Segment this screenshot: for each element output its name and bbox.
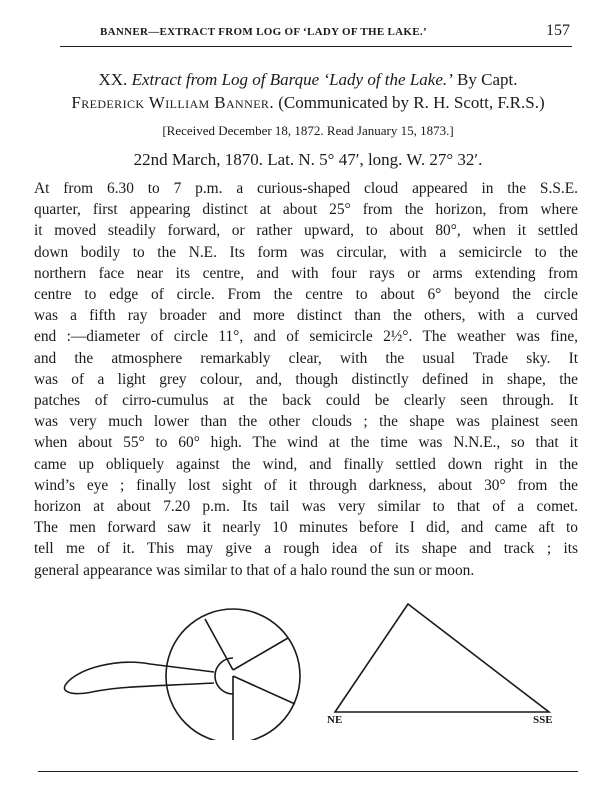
date-position-line: 22nd March, 1870. Lat. N. 5° 47′, long. W. 27° 32′. xyxy=(133,150,483,169)
cloud-diagram xyxy=(64,609,300,740)
page-number: 157 xyxy=(546,22,570,39)
label-ne: NE xyxy=(327,714,343,726)
body-line: when about 55° to 60° high. The wind at the time was N.N.E., so that it xyxy=(34,434,578,452)
body-line: and the atmosphere remarkably clear, with the usual Trade sky. It xyxy=(34,349,578,367)
body-line: was a fifth ray broader and more distinct than the others, with a curved xyxy=(34,307,578,325)
body-line: general appearance was similar to that of a halo round the sun or moon. xyxy=(34,561,475,579)
header-rule xyxy=(60,46,572,47)
body-line: northern face near its centre, and with four rays or arms extending from xyxy=(34,264,578,282)
cloud-ray-3 xyxy=(233,676,295,704)
body-line: wind’s eye ; finally lost sight of it through darkness, about 30° from the xyxy=(34,476,578,494)
figure-drawing xyxy=(0,590,614,740)
body-line: quarter, first appearing distinct at about 25° from the horizon, from where xyxy=(34,201,578,219)
cloud-sketch-figure xyxy=(0,590,614,740)
body-line: horizon at about 7.20 p.m. Its tail was very similar to that of a comet. xyxy=(34,498,578,516)
body-line: end :—diameter of circle 11°, and of semicircle 2½°. The weather was fine, xyxy=(34,328,578,346)
body-line: was of a light grey colour, and, though distinctly defined in shape, the xyxy=(34,370,578,388)
label-sse: SSE xyxy=(533,714,553,726)
body-line: was very much lower than the other clouds ; the shape was plainest seen xyxy=(34,413,578,431)
author-name: Frederick William Banner. xyxy=(71,93,274,112)
communicated-by: (Communicated by R. H. Scott, F.R.S.) xyxy=(278,93,545,112)
article-by: By Capt. xyxy=(457,70,518,89)
track-triangle xyxy=(335,604,549,712)
received-note: [Received December 18, 1872. Read January 15, 1873.] xyxy=(162,123,454,138)
cloud-semicircle xyxy=(215,658,233,694)
body-line: came up obliquely against the wind, and finally settled down right in the xyxy=(34,455,578,473)
author-line xyxy=(30,91,586,114)
body-line: The men forward saw it nearly 10 minutes before I did, and came aft to xyxy=(34,519,578,537)
cloud-ray-2 xyxy=(233,638,288,670)
cloud-tail-ray xyxy=(64,662,214,693)
body-line: down bodily to the N.E. Its form was circular, with a semicircle to the xyxy=(34,243,578,261)
article-number: XX. xyxy=(98,70,128,89)
article-title xyxy=(30,68,586,91)
cloud-ray-1 xyxy=(205,619,233,670)
body-paragraph xyxy=(34,178,578,581)
footer-rule xyxy=(38,771,578,772)
body-line: it moved steadily forward, or rather upward, to about 80°, when it settled xyxy=(34,222,578,240)
running-head xyxy=(60,22,570,42)
body-line: At from 6.30 to 7 p.m. a curious-shaped cloud appeared in the S.S.E. xyxy=(34,180,578,197)
body-line: patches of cirro-cumulus at the back could be clearly seen through. It xyxy=(34,392,578,410)
article-title-italic: Extract from Log of Barque ‘Lady of the Lake.’ xyxy=(131,70,453,89)
body-line: centre to edge of circle. From the centre to about 6° beyond the circle xyxy=(34,286,578,304)
running-title: BANNER—EXTRACT FROM LOG OF ‘LADY OF THE LAKE.’ xyxy=(100,26,427,38)
body-line: tell me of it. This may give a rough idea of its shape and track ; its xyxy=(34,540,578,558)
